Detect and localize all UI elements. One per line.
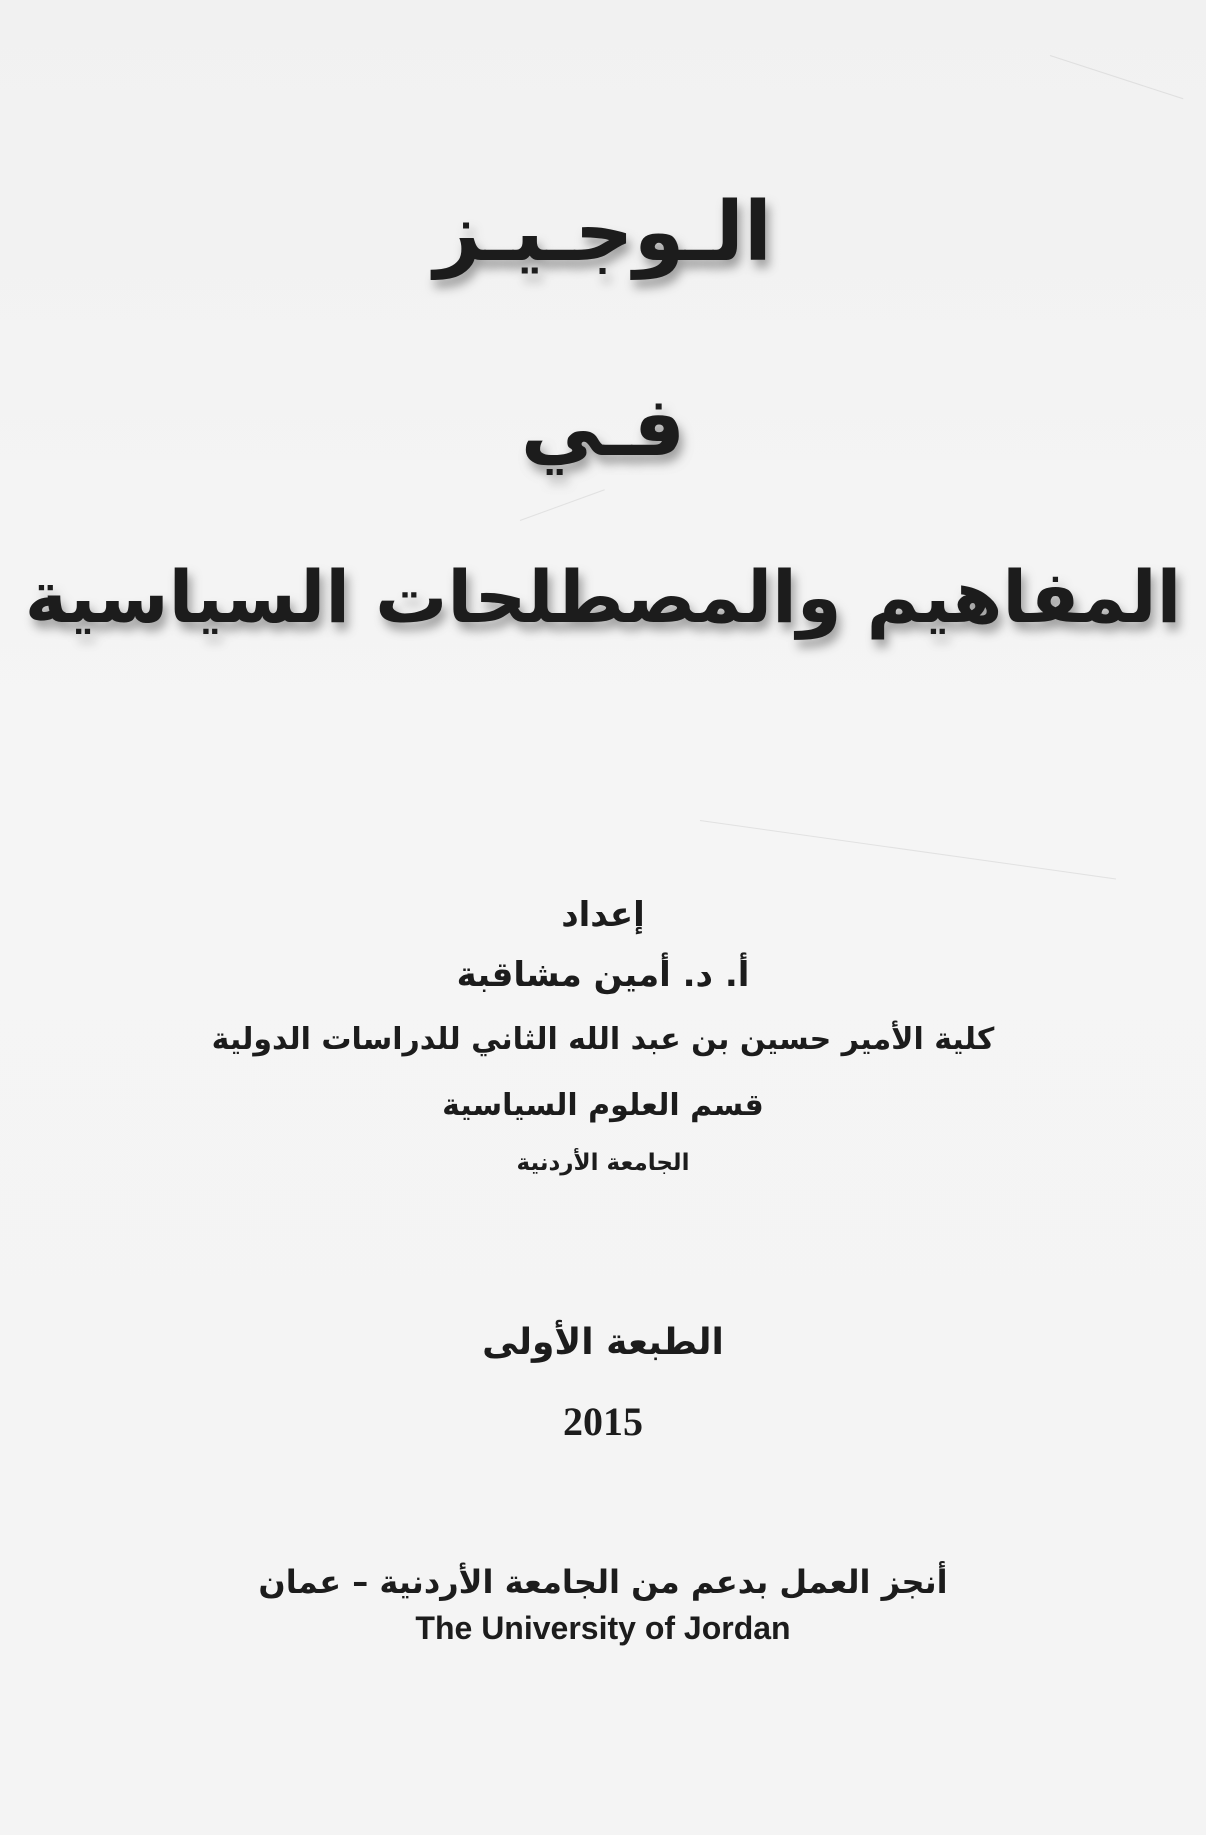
english-university-name: The University of Jordan xyxy=(415,1610,791,1646)
paper-crease xyxy=(700,820,1116,879)
author-name: أ. د. أمين مشاقبة xyxy=(456,955,750,995)
cover-title-line-3: المفاهيم والمصطلحات السياسية xyxy=(24,555,1182,639)
cover-title-line-2: فـي xyxy=(520,380,686,475)
department-name: قسم العلوم السياسية xyxy=(442,1088,764,1123)
support-note: أنجز العمل بدعم من الجامعة الأردنية – عمان xyxy=(258,1563,948,1601)
university-name: الجامعة الأردنية xyxy=(516,1150,690,1176)
prepared-by-label: إعداد xyxy=(561,895,645,935)
edition-label: الطبعة الأولى xyxy=(482,1322,724,1363)
paper-crease xyxy=(1050,55,1183,99)
paper-crease xyxy=(520,489,605,521)
cover-title-line-1: الـوجـيـز xyxy=(434,185,772,280)
college-name: كلية الأمير حسين بن عبد الله الثاني للدراسات الدولية xyxy=(211,1022,995,1057)
publication-year: 2015 xyxy=(563,1399,643,1444)
